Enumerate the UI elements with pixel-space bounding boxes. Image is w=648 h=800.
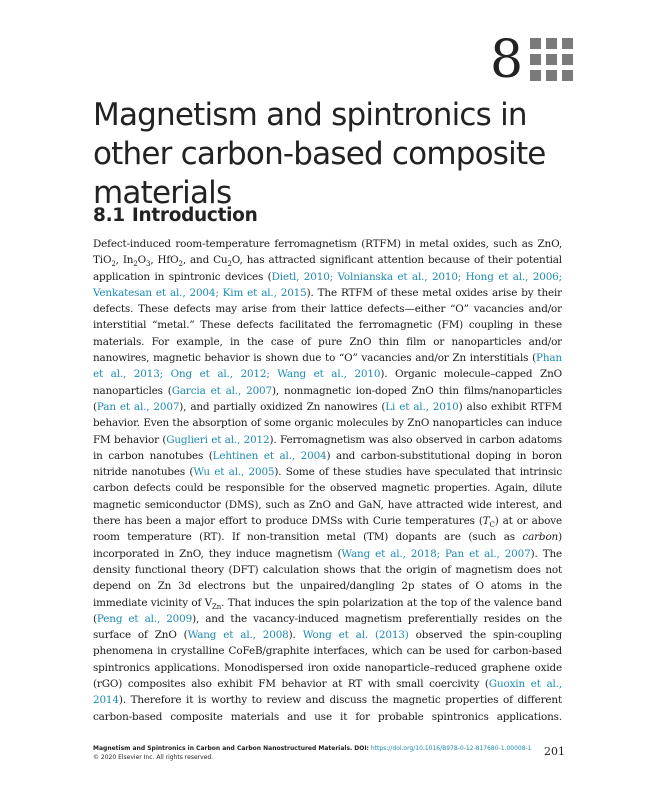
text-run: , and Cu [182, 254, 228, 267]
page-number: 201 [544, 745, 565, 758]
text-run: ) also exhibit RTFM behavior. Even the absorption of some organic molecules by ZnO nanoparticles can induce FM behavior ( [93, 400, 562, 446]
text-run: ), and the vacancy-induced magnetism preferentially resides on the surface of ZnO ( [93, 612, 562, 642]
text-run: ). Therefore it is worthy to review and discuss the magnetic properties of different carbon-based composite materials and use it for probable spintronics applications. [93, 694, 562, 723]
text-run: , In [115, 254, 134, 267]
citation-link[interactable]: Lehtinen et al., 2004 [212, 449, 327, 462]
citation-link[interactable]: Wang et al., 2008 [187, 629, 289, 642]
text-run: ). The RTFM of these metal oxides arise by their defects. These defects may arise from their lattice defects—either “O” vacancies and/or interstitial “metal.” These defects facilitated the ferromagnetic (FM) coupling in these materials. For example, in the case of pure ZnO thin film or nanoparticles and/or nanowires, magnetic behavior is shown due to “O” vacancies and/or Zn interstitials ( [93, 286, 562, 365]
citation-link[interactable]: Li et al., 2010 [385, 400, 459, 413]
citation-link[interactable]: Peng et al., 2009 [96, 612, 193, 625]
text-run: ) incorporated in ZnO, they induce magnetism ( [93, 531, 562, 560]
citation-link[interactable]: Wong et al. (2013) [302, 629, 409, 642]
text-run: ). [288, 629, 303, 642]
citation-link[interactable]: Wu et al., 2005 [193, 466, 275, 479]
subscript: 2 [133, 260, 138, 269]
footer [93, 744, 533, 762]
doi-label: DOI: [354, 745, 369, 752]
text-run: Defect-induced room-temperature ferromagnetism (RTFM) in metal oxides, such as ZnO, TiO [93, 238, 562, 267]
text-run: ), nonmagnetic ion-doped ZnO thin films/nanoparticles ( [93, 384, 562, 413]
citation-link[interactable]: Phan et al., 2013; Ong et al., 2012; Wang et al., 2010 [93, 352, 562, 381]
text-run: ). Some of these studies have speculated that intrinsic carbon defects could be responsible for the observed magnetic properties. Again, dilute magnetic semiconductor (DMS), such as ZnO and GaN, have attracted wide interest, and there has been a major effort to produce DMSs with Curie temperatures ( [93, 466, 562, 528]
text-run: ) and carbon-substitutional doping in boron nitride nanotubes ( [93, 449, 562, 479]
subscript: 3 [146, 260, 151, 269]
chapter-grid-icon [530, 38, 573, 81]
section-heading [93, 204, 257, 228]
citation-link[interactable]: Dietl, 2010; Volnianska et al., 2010; Hong et al., 2006; Venkatesan et al., 2004; Kim et al., 2015 [93, 270, 562, 299]
copyright-line: © 2020 Elsevier Inc. All rights reserved. [93, 754, 214, 761]
subscript: 2 [178, 260, 183, 269]
text-run: ). Organic molecule–capped ZnO nanoparticles ( [93, 368, 562, 397]
text-run: . That induces the spin polarization at the top of the valence band ( [93, 596, 562, 625]
footer-source-line [93, 744, 533, 753]
text-run: ). The density functional theory (DFT) calculation shows that the origin of magnetism does not depend on Zn 3d electrons but the unpaired/dangling 2p states of O atoms in the immediate vicinity of V [93, 547, 562, 609]
chapter-number: 8 [490, 30, 523, 90]
italic-run: carbon [522, 531, 559, 544]
chapter-title: Magnetism and spintronics in other carbon-based composite materials [93, 97, 546, 211]
text-run: ). Ferromagnetism was also observed in carbon adatoms in carbon nanotubes ( [93, 433, 562, 462]
text-run: ), and partially oxidized Zn nanowires ( [179, 400, 386, 413]
subscript: 2 [111, 260, 116, 269]
citation-link[interactable]: Guglieri et al., 2012 [166, 433, 270, 446]
text-run: O, has attracted significant attention because of their potential application in spintronic devices ( [93, 254, 562, 283]
citation-link[interactable]: Guoxin et al., 2014 [93, 678, 562, 707]
section-number: 8.1 [93, 205, 125, 226]
book-title: Magnetism and Spintronics in Carbon and Carbon Nanostructured Materials. [93, 745, 353, 752]
doi-link[interactable]: https://doi.org/10.1016/B978-0-12-817680-1.00008-1 [370, 745, 532, 752]
section-title: Introduction [131, 205, 258, 226]
text-run: O [137, 254, 147, 267]
subscript: C [489, 521, 495, 530]
body-paragraph [93, 236, 562, 726]
italic-run: T [482, 515, 490, 528]
text-run: ) at or above room temperature (RT). If non-transition metal (TM) dopants are (such as [93, 515, 562, 544]
citation-link[interactable]: Garcia et al., 2007 [171, 384, 272, 397]
subscript: 2 [227, 260, 232, 269]
citation-link[interactable]: Wang et al., 2018; Pan et al., 2007 [341, 547, 531, 560]
citation-link[interactable]: Pan et al., 2007 [96, 400, 180, 413]
text-run: observed the spin-coupling phenomena in crystalline CoFeB/graphite interfaces, which can be used for carbon-based spintronics applications. Monodispersed iron oxide nanoparticle–reduced graphene oxide (rGO) composites also exhibit FM behavior at RT with small coercivity ( [93, 629, 562, 691]
text-run: , HfO [150, 254, 179, 267]
subscript: Zn [212, 602, 222, 611]
